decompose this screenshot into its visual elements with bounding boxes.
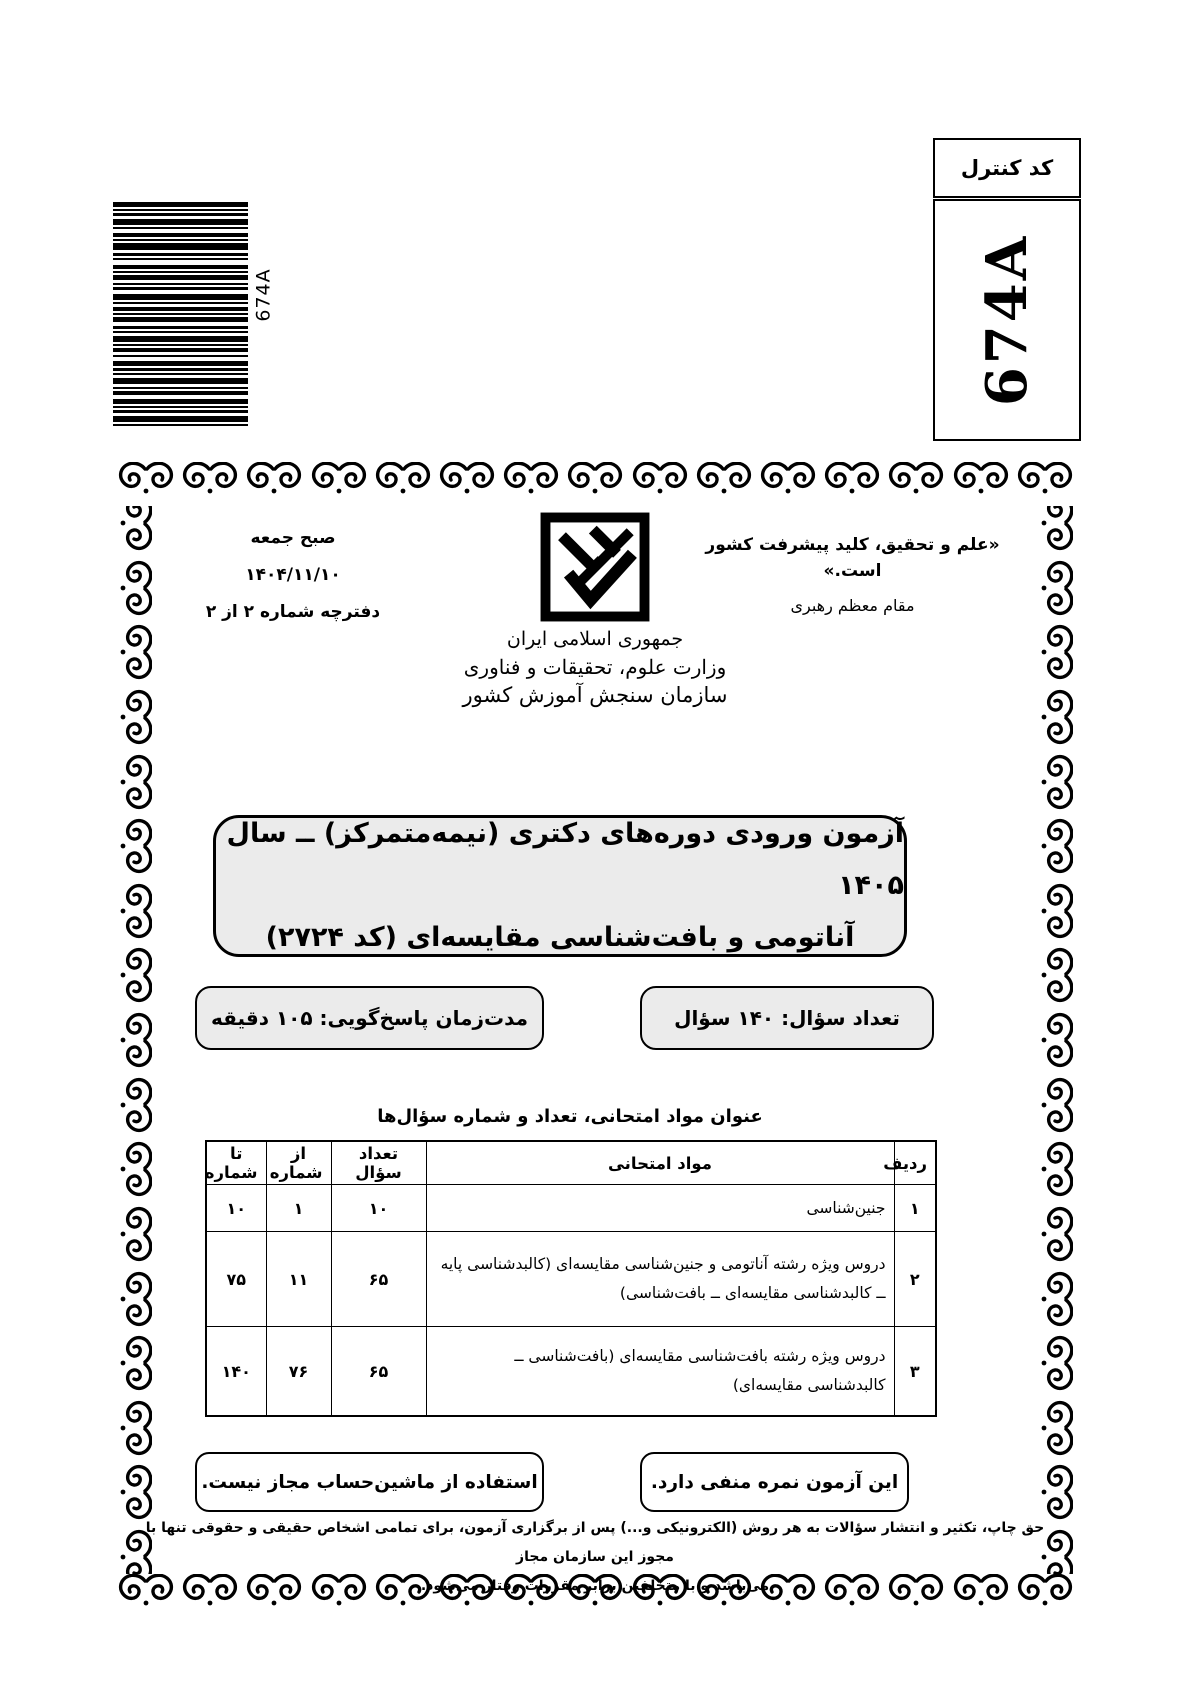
org-name-country: جمهوری اسلامی ایران <box>506 628 684 650</box>
duration-text: مدت‌زمان پاسخ‌گویی: ۱۰۵ دقیقه <box>210 1006 529 1030</box>
header-row-number: ردیف <box>894 1141 936 1185</box>
table-row <box>206 1185 936 1232</box>
to-cell: ۱۴۰ <box>206 1327 266 1417</box>
barcode-label: 674A <box>253 268 276 322</box>
exam-title-line1: آزمون ورودی دوره‌های دکتری (نیمه‌متمرکز) ــ سال ۱۴۰۵ <box>226 818 904 901</box>
to-cell: ۱۰ <box>206 1185 266 1232</box>
header-from: از شماره <box>266 1141 331 1185</box>
negative-score-notice-text: این آزمون نمره منفی دارد. <box>650 1471 899 1493</box>
leader-quote-block <box>685 532 1020 615</box>
session-time: صبح جمعه <box>250 528 336 548</box>
negative-score-notice-box <box>640 1452 909 1512</box>
org-name-ministry: وزارت علوم، تحقیقات و فناوری <box>463 655 727 679</box>
count-cell: ۶۵ <box>331 1232 426 1327</box>
subjects-table <box>205 1140 937 1417</box>
org-name-organization: سازمان سنجش آموزش کشور <box>462 683 728 707</box>
sanjesh-logo-icon <box>540 512 650 622</box>
calculator-notice-text: استفاده از ماشین‌حساب مجاز نیست. <box>201 1471 538 1493</box>
subject-cell: دروس ویژه رشته آناتومی و جنین‌شناسی مقایسه‌ای (کالبدشناسی پایه ــ کالبدشناسی مقایسه‌ای ــ بافت‌شناسی) <box>426 1232 894 1327</box>
exam-title-line2: آناتومی و بافت‌شناسی مقایسه‌ای (کد ۲۷۲۴) <box>265 922 855 953</box>
exam-title-box <box>213 815 907 957</box>
row-number-cell: ۲ <box>894 1232 936 1327</box>
leader-quote: «علم و تحقیق، کلید پیشرفت کشور است.» <box>705 535 1000 581</box>
table-row <box>206 1232 936 1327</box>
ornament-border-right <box>1033 506 1079 1574</box>
control-code-label: کد کنترل <box>960 156 1054 180</box>
barcode <box>113 202 248 427</box>
subject-cell: جنین‌شناسی <box>426 1185 894 1232</box>
copyright-line1: حق چاپ، تکثیر و انتشار سؤالات به هر روش (الکترونیکی و...) پس از برگزاری آزمون، برای تمامی اشخاص حقیقی و حقوقی تنها با مجوز این سازمان مجاز <box>145 1520 1045 1565</box>
question-count-box <box>640 986 934 1050</box>
calculator-notice-box <box>195 1452 544 1512</box>
control-code-value: 674A <box>974 233 1040 407</box>
count-cell: ۱۰ <box>331 1185 426 1232</box>
session-info <box>168 520 418 631</box>
table-title: عنوان مواد امتحانی، تعداد و شماره سؤال‌ها <box>377 1106 763 1127</box>
count-cell: ۶۵ <box>331 1327 426 1417</box>
ornament-border-top <box>118 462 1073 508</box>
copyright-line2: می‌باشد و با متخلفین برابر مقررات رفتار می‌شود. <box>420 1578 770 1594</box>
subjects-table-wrap <box>205 1140 935 1417</box>
from-cell: ۱ <box>266 1185 331 1232</box>
control-code-value-box <box>933 199 1081 441</box>
question-count-text: تعداد سؤال: ۱۴۰ سؤال <box>674 1006 900 1030</box>
row-number-cell: ۱ <box>894 1185 936 1232</box>
ornament-border-left <box>112 506 158 1574</box>
to-cell: ۷۵ <box>206 1232 266 1327</box>
subject-cell: دروس ویژه رشته بافت‌شناسی مقایسه‌ای (بافت‌شناسی ــ کالبدشناسی مقایسه‌ای) <box>426 1327 894 1417</box>
control-code-label-box <box>933 138 1081 198</box>
from-cell: ۷۶ <box>266 1327 331 1417</box>
exam-date: ۱۴۰۴/۱۱/۱۰ <box>245 565 341 585</box>
duration-box <box>195 986 544 1050</box>
booklet-number: دفترچه شماره ۲ از ۲ <box>205 602 381 622</box>
header-to: تا شماره <box>206 1141 266 1185</box>
table-row <box>206 1327 936 1417</box>
header-count: تعداد سؤال <box>331 1141 426 1185</box>
header-subject: مواد امتحانی <box>426 1141 894 1185</box>
row-number-cell: ۳ <box>894 1327 936 1417</box>
copyright-footer <box>145 1514 1045 1601</box>
from-cell: ۱۱ <box>266 1232 331 1327</box>
table-header-row <box>206 1141 936 1185</box>
quote-attribution: مقام معظم رهبری <box>790 596 915 615</box>
